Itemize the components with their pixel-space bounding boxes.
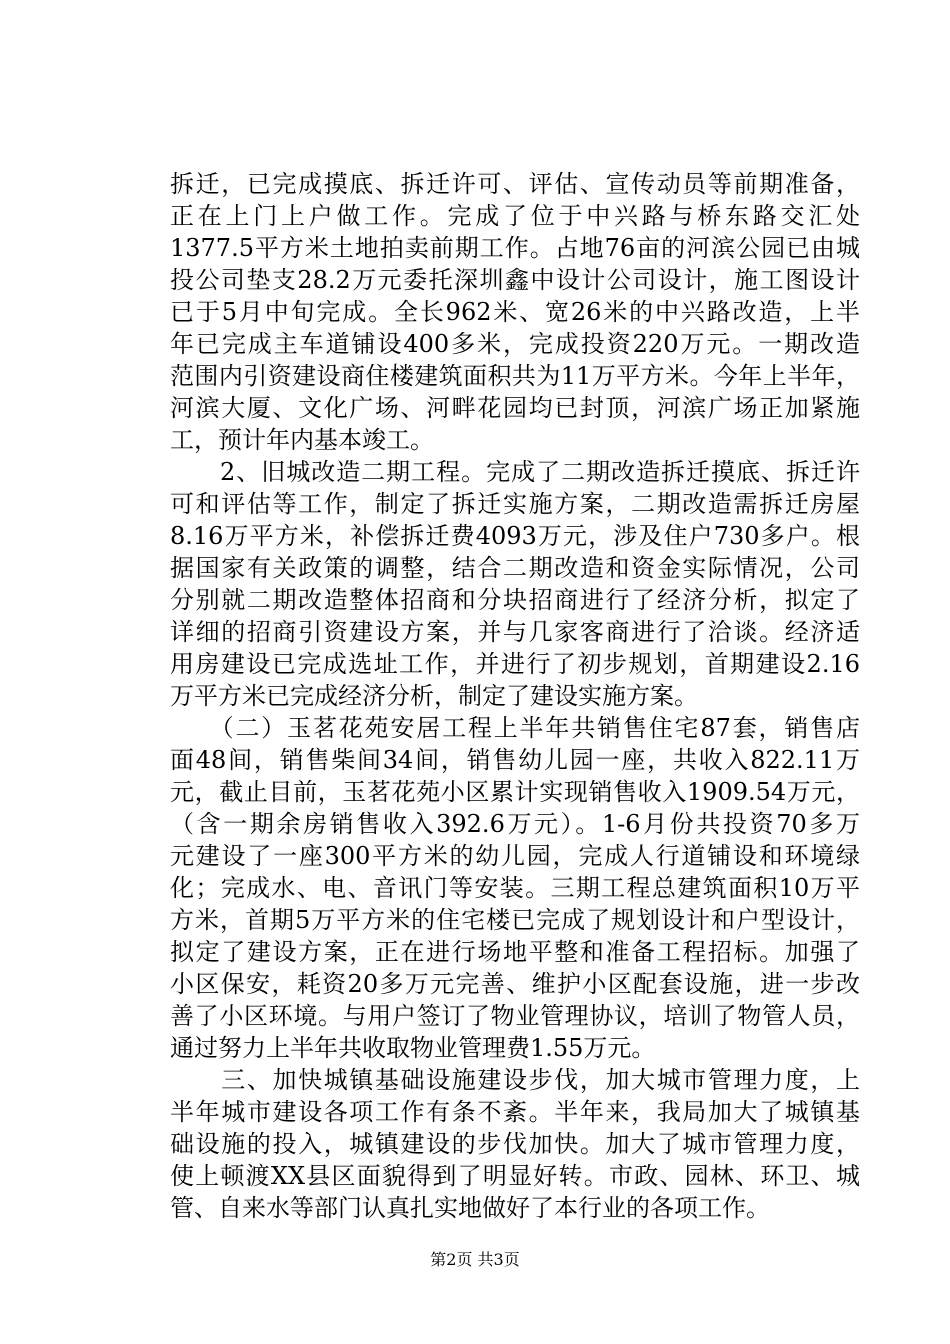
document-body: [170, 168, 860, 1224]
text-line: 万平方米已完成经济分析，制定了建设实施方案。: [170, 682, 698, 710]
text-line: 半年城市建设各项工作有条不紊。半年来，我局加大了城镇基: [170, 1098, 860, 1126]
text-line: 正在上门上户做工作。完成了位于中兴路与桥东路交汇处: [170, 202, 860, 230]
text-line: 2、旧城改造二期工程。完成了二期改造拆迁摸底、拆迁许: [170, 458, 860, 486]
text-line: 详细的招商引资建设方案，并与几家客商进行了洽谈。经济适: [170, 618, 860, 646]
text-line: 使上顿渡XX县区面貌得到了明显好转。市政、园林、环卫、城: [170, 1162, 860, 1190]
text-line: 已于5月中旬完成。全长962米、宽26米的中兴路改造，上半: [170, 298, 860, 326]
text-line: 方米，首期5万平方米的住宅楼已完成了规划设计和户型设计，: [170, 906, 860, 934]
text-line: 据国家有关政策的调整，结合二期改造和资金实际情况，公司: [170, 554, 860, 582]
text-line: 8.16万平方米，补偿拆迁费4093万元，涉及住户730多户。根: [170, 522, 860, 550]
text-line: 河滨大厦、文化广场、河畔花园均已封顶，河滨广场正加紧施: [170, 394, 860, 422]
text-line: 1377.5平方米土地拍卖前期工作。占地76亩的河滨公园已由城: [170, 234, 860, 262]
text-line: （含一期余房销售收入392.6万元）。1-6月份共投资70多万: [170, 810, 860, 838]
text-line: 投公司垫支28.2万元委托深圳鑫中设计公司设计，施工图设计: [170, 266, 860, 294]
text-line: 通过努力上半年共收取物业管理费1.55万元。: [170, 1034, 656, 1062]
text-line: 小区保安，耗资20多万元完善、维护小区配套设施，进一步改: [170, 970, 860, 998]
text-line: 年已完成主车道铺设400多米，完成投资220万元。一期改造: [170, 330, 860, 358]
text-line: 面48间，销售柴间34间，销售幼儿园一座，共收入822.11万: [170, 746, 860, 774]
text-line: 用房建设已完成选址工作，并进行了初步规划，首期建设2.16: [170, 650, 860, 678]
text-line: 三、加快城镇基础设施建设步伐，加大城市管理力度，上: [170, 1066, 860, 1094]
text-line: 拆迁，已完成摸底、拆迁许可、评估、宣传动员等前期准备，: [170, 170, 860, 198]
text-line: 管、自来水等部门认真扎实地做好了本行业的各项工作。: [170, 1194, 770, 1222]
text-line: 元建设了一座300平方米的幼儿园，完成人行道铺设和环境绿: [170, 842, 860, 870]
text-line: 拟定了建设方案，正在进行场地平整和准备工程招标。加强了: [170, 938, 860, 966]
text-line: 可和评估等工作，制定了拆迁实施方案，二期改造需拆迁房屋: [170, 490, 860, 518]
text-line: 工，预计年内基本竣工。: [170, 426, 434, 454]
page-footer: 第2页 共3页: [430, 1250, 520, 1269]
text-line: （二）玉茗花苑安居工程上半年共销售住宅87套，销售店: [170, 714, 860, 742]
text-line: 础设施的投入，城镇建设的步伐加快。加大了城市管理力度，: [170, 1130, 860, 1158]
text-line: 化；完成水、电、音讯门等安装。三期工程总建筑面积10万平: [170, 874, 860, 902]
text-line: 范围内引资建设商住楼建筑面积共为11万平方米。今年上半年，: [170, 362, 860, 390]
text-line: 元，截止目前，玉茗花苑小区累计实现销售收入1909.54万元，: [170, 778, 860, 806]
text-line: 善了小区环境。与用户签订了物业管理协议，培训了物管人员，: [170, 1002, 860, 1030]
text-line: 分别就二期改造整体招商和分块招商进行了经济分析，拟定了: [170, 586, 860, 614]
